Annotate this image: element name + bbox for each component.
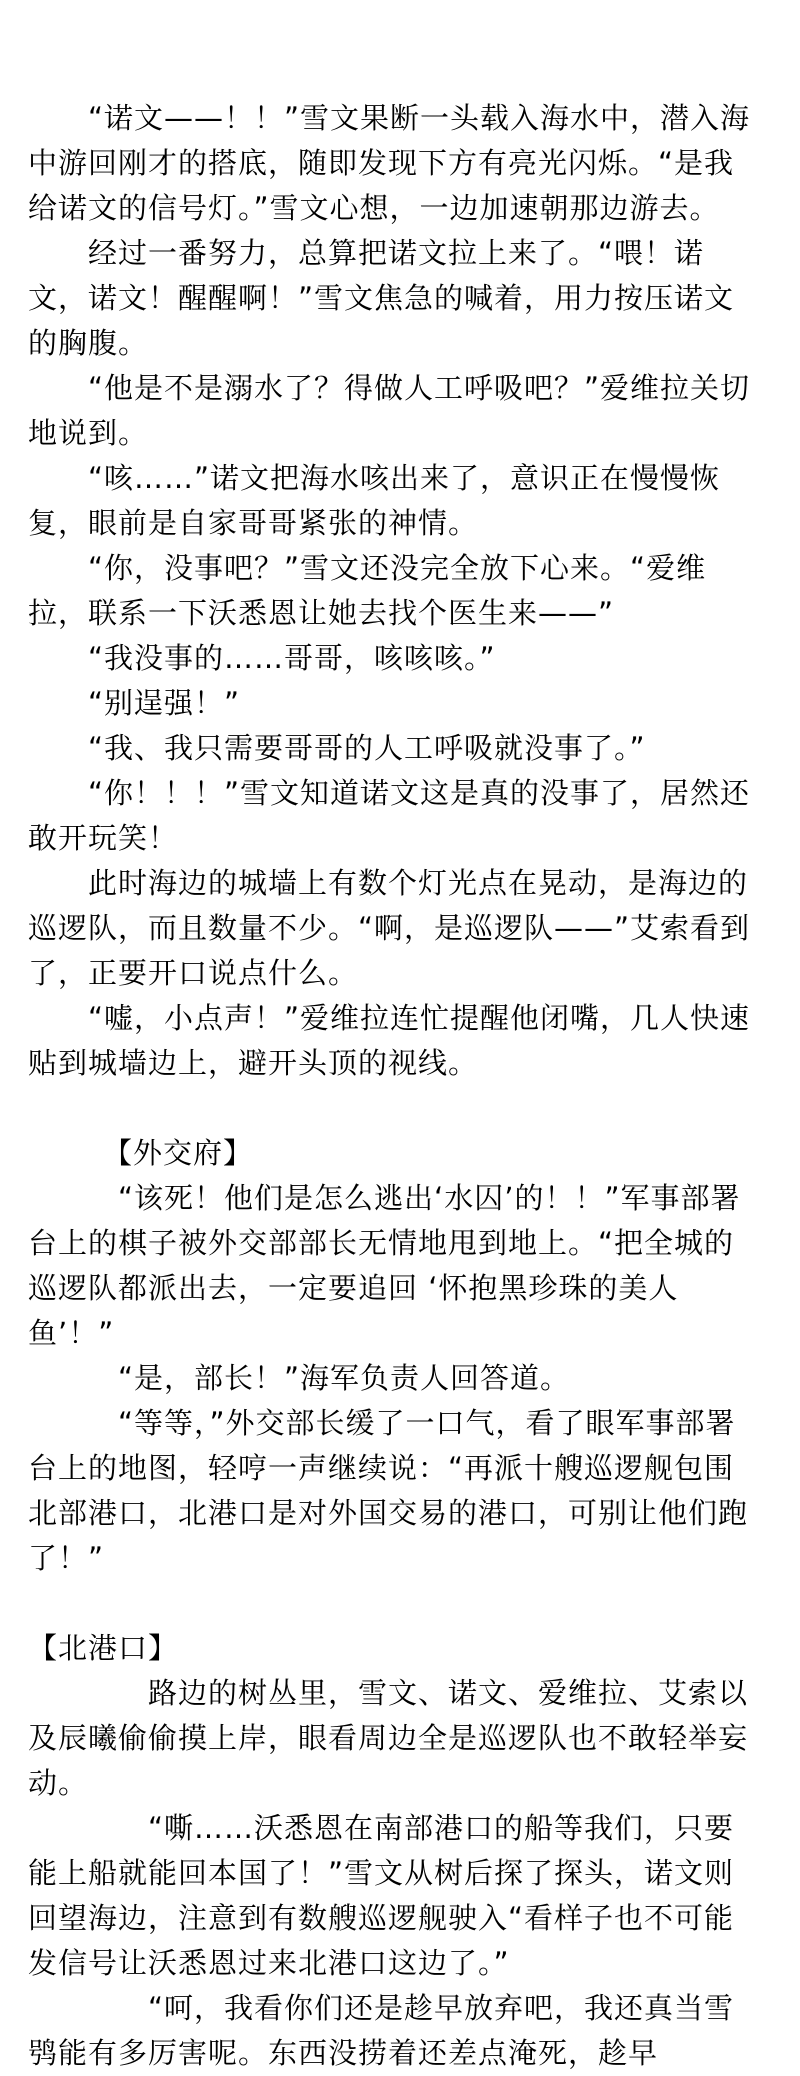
paragraph: “该死！他们是怎么逃出‘水囚’的！！”军事部署台上的棋子被外交部部长无情地甩到地上。“把全城的巡逻队都派出去，一定要追回 ‘怀抱黑珍珠的美人鱼’！” [28,1181,741,1350]
section-heading-foreign-office: 【外交府】 [103,1136,254,1170]
paragraph: “我没事的……哥哥，咳咳咳。” [88,641,496,675]
paragraph: “嘘，小点声！”爱维拉连忙提醒他闭嘴，几人快速贴到城墙边上，避开头顶的视线。 [28,1001,751,1080]
paragraph: “他是不是溺水了？得做人工呼吸吧？”爱维拉关切地说到。 [28,371,751,450]
paragraph: “我、我只需要哥哥的人工呼吸就没事了。” [88,731,646,765]
paragraph: “是，部长！”海军负责人回答道。 [118,1361,571,1395]
section-spacer [28,1086,752,1131]
paragraph: “等等，”外交部长缓了一口气，看了眼军事部署台上的地图，轻哼一声继续说：“再派十艘巡逻舰包围北部港口，北港口是对外国交易的港口，可别让他们跑了！” [28,1406,749,1575]
section-spacer [28,1581,752,1626]
paragraph: 经过一番努力，总算把诺文拉上来了。“喂！诺文，诺文！醒醒啊！”雪文焦急的喊着，用力按压诺文的胸腹。 [28,236,735,360]
paragraph: “呵，我看你们还是趁早放弃吧，我还真当雪鸮能有多厉害呢。东西没捞着还差点淹死，趁早 [28,1991,735,2070]
paragraph: “你！！！”雪文知道诺文这是真的没事了，居然还敢开玩笑！ [28,776,751,855]
section-heading-north-port: 【北港口】 [28,1631,179,1665]
paragraph: 此时海边的城墙上有数个灯光点在晃动，是海边的巡逻队，而且数量不少。“啊，是巡逻队——”艾索看到了，正要开口说点什么。 [28,866,751,990]
paragraph: “你，没事吧？”雪文还没完全放下心来。“爱维拉，联系一下沃悉恩让她去找个医生来——” [28,551,707,630]
paragraph: “咳……”诺文把海水咳出来了，意识正在慢慢恢复，眼前是自家哥哥紧张的神情。 [28,461,721,540]
paragraph: 路边的树丛里，雪文、诺文、爱维拉、艾索以及辰曦偷偷摸上岸，眼看周边全是巡逻队也不敢轻举妄动。 [28,1676,749,1800]
paragraph: “诺文——！！”雪文果断一头载入海水中，潜入海中游回刚才的搭底，随即发现下方有亮光闪烁。“是我给诺文的信号灯。”雪文心想，一边加速朝那边游去。 [28,101,751,225]
paragraph: “嘶……沃悉恩在南部港口的船等我们，只要能上船就能回本国了！”雪文从树后探了探头，诺文则回望海边，注意到有数艘巡逻舰驶入“看样子也不可能发信号让沃悉恩过来北港口这边了。” [28,1811,735,1980]
paragraph: “别逞强！” [88,686,241,720]
